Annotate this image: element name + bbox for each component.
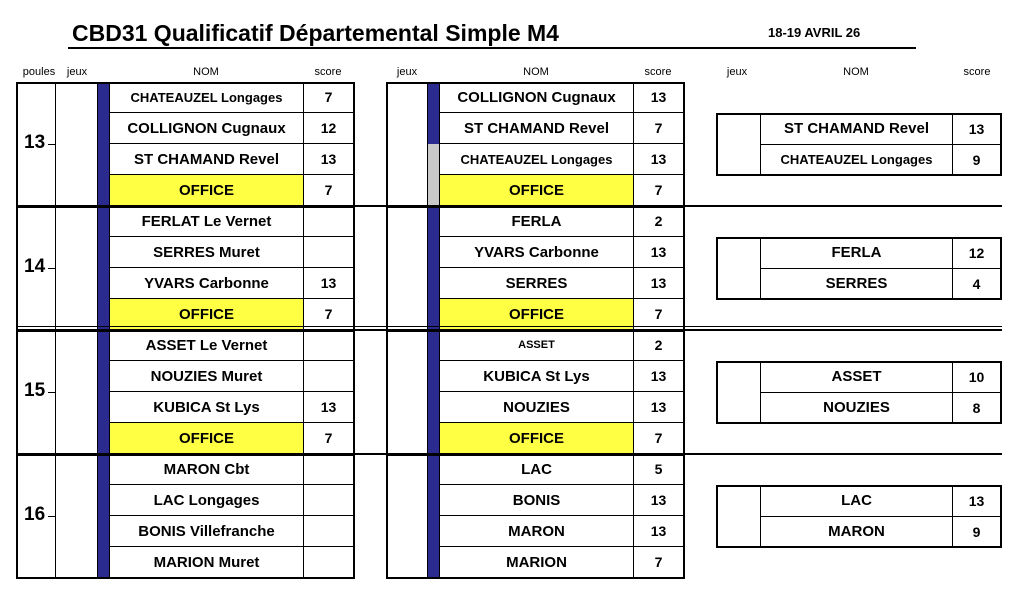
player-score [303, 547, 355, 578]
seed-bar [428, 175, 439, 206]
poule-tick [48, 144, 56, 145]
player-name: NOUZIES [439, 392, 633, 423]
seed-bar [98, 423, 109, 454]
player-name: MARION [439, 547, 633, 578]
jeux-cell [56, 82, 98, 206]
player-name: LAC Longages [109, 485, 303, 516]
player-name: FERLA [439, 206, 633, 237]
seed-bar [98, 330, 109, 361]
final-player-score: 10 [968, 368, 985, 385]
seed-bar [428, 547, 439, 578]
player-score: 13 [633, 268, 685, 299]
seed-bar [428, 330, 439, 361]
final-player-name: MARON [828, 523, 885, 540]
seed-bar [428, 237, 439, 268]
header-nom-1: NOM [193, 66, 219, 78]
poule-tick [48, 392, 56, 393]
seed-bar [98, 144, 109, 175]
seed-bar [98, 175, 109, 206]
header-nom-2: NOM [523, 66, 549, 78]
group-border [386, 82, 685, 84]
player-score: 13 [633, 144, 685, 175]
player-score: 2 [633, 330, 685, 361]
jeux-cell [386, 206, 428, 330]
player-score: 12 [303, 113, 355, 144]
player-name: FERLAT Le Vernet [109, 206, 303, 237]
seed-bar [428, 361, 439, 392]
player-score: 13 [633, 485, 685, 516]
player-score [303, 516, 355, 547]
player-score: 7 [633, 299, 685, 330]
group-divider [16, 326, 1002, 327]
header-nom-3: NOM [843, 66, 869, 78]
jeux-cell [386, 330, 428, 454]
seed-bar [428, 485, 439, 516]
player-score: 7 [303, 299, 355, 330]
player-name: MARION Muret [109, 547, 303, 578]
player-score: 13 [303, 392, 355, 423]
player-score: 7 [633, 423, 685, 454]
player-name: OFFICE [109, 423, 303, 454]
header-score-3: score [963, 66, 991, 78]
seed-bar [428, 454, 439, 485]
group-divider [16, 453, 1002, 455]
seed-bar [428, 423, 439, 454]
seed-bar [428, 516, 439, 547]
player-score: 7 [303, 423, 355, 454]
seed-bar [98, 454, 109, 485]
final-player-name: ASSET [831, 368, 882, 385]
player-score: 7 [303, 82, 355, 113]
final-player-score: 12 [968, 244, 985, 261]
final-player-score: 13 [968, 492, 985, 509]
final-player-name: SERRES [825, 275, 888, 292]
seed-bar [428, 268, 439, 299]
player-name: ASSET Le Vernet [109, 330, 303, 361]
header-score-2: score [644, 66, 672, 78]
header-jeux-2: jeux [396, 66, 418, 78]
player-score [303, 330, 355, 361]
title-underline [68, 47, 916, 49]
seed-bar [98, 516, 109, 547]
final-player-name: NOUZIES [823, 399, 890, 416]
final-player-name: CHATEAUZEL Longages [780, 152, 933, 167]
header-jeux-3: jeux [726, 66, 748, 78]
player-score: 7 [633, 113, 685, 144]
player-score: 2 [633, 206, 685, 237]
poule-tick [48, 268, 56, 269]
header-score-1: score [314, 66, 342, 78]
player-name: KUBICA St Lys [439, 361, 633, 392]
seed-bar [428, 206, 439, 237]
poule-number: 14 [24, 256, 46, 277]
grid-bottom-border [386, 577, 685, 579]
player-score: 7 [633, 175, 685, 206]
page-title: CBD31 Qualificatif Départemental Simple M4 [72, 20, 559, 46]
event-date: 18-19 AVRIL 26 [768, 25, 861, 40]
player-score [303, 237, 355, 268]
player-score [303, 206, 355, 237]
player-name: NOUZIES Muret [109, 361, 303, 392]
final-player-score: 8 [972, 399, 981, 416]
player-name: YVARS Carbonne [439, 237, 633, 268]
player-score [303, 485, 355, 516]
player-score: 13 [633, 516, 685, 547]
jeux-cell [56, 206, 98, 330]
seed-bar [428, 144, 439, 175]
player-name: OFFICE [439, 175, 633, 206]
seed-bar [98, 82, 109, 113]
seed-bar [98, 113, 109, 144]
player-name: MARON [439, 516, 633, 547]
seed-bar [98, 361, 109, 392]
final-player-score: 13 [968, 120, 985, 137]
final-player-score: 4 [972, 275, 981, 292]
seed-bar [98, 392, 109, 423]
player-name: OFFICE [439, 299, 633, 330]
player-name: OFFICE [109, 175, 303, 206]
group-divider [16, 329, 1002, 331]
player-name: YVARS Carbonne [109, 268, 303, 299]
jeux-cell [56, 330, 98, 454]
player-name: SERRES Muret [109, 237, 303, 268]
player-score: 13 [633, 361, 685, 392]
player-name: BONIS Villefranche [109, 516, 303, 547]
final-player-name: FERLA [831, 244, 882, 261]
final-player-name: LAC [841, 492, 872, 509]
seed-bar [428, 392, 439, 423]
seed-bar [98, 268, 109, 299]
header-jeux-1: jeux [66, 66, 88, 78]
player-name: MARON Cbt [109, 454, 303, 485]
player-name: OFFICE [109, 299, 303, 330]
seed-bar [98, 206, 109, 237]
player-name: ST CHAMAND Revel [439, 113, 633, 144]
player-score: 13 [633, 392, 685, 423]
jeux-cell [386, 82, 428, 206]
final-player-score: 9 [972, 151, 981, 168]
player-score: 13 [303, 268, 355, 299]
player-name: ASSET [439, 330, 633, 361]
group-divider [16, 205, 1002, 207]
player-name: COLLIGNON Cugnaux [109, 113, 303, 144]
seed-bar [98, 485, 109, 516]
seed-bar [98, 237, 109, 268]
player-name: ST CHAMAND Revel [109, 144, 303, 175]
seed-bar [428, 82, 439, 113]
jeux-cell [386, 454, 428, 578]
player-score: 7 [633, 547, 685, 578]
group-border [16, 82, 355, 84]
poule-number: 16 [24, 504, 46, 525]
seed-bar [428, 113, 439, 144]
final-player-name: ST CHAMAND Revel [783, 120, 930, 137]
header-poules: poules [22, 66, 56, 78]
player-name: LAC [439, 454, 633, 485]
player-name: SERRES [439, 268, 633, 299]
player-name: COLLIGNON Cugnaux [439, 82, 633, 113]
player-name: CHATEAUZEL Longages [109, 82, 303, 113]
player-score: 7 [303, 175, 355, 206]
player-score: 5 [633, 454, 685, 485]
final-player-score: 9 [972, 523, 981, 540]
player-score: 13 [633, 82, 685, 113]
grid-bottom-border [16, 577, 355, 579]
poule-number: 13 [24, 132, 46, 153]
poule-number: 15 [24, 380, 46, 401]
player-name: CHATEAUZEL Longages [439, 144, 633, 175]
player-score: 13 [633, 237, 685, 268]
player-score: 13 [303, 144, 355, 175]
player-name: BONIS [439, 485, 633, 516]
player-name: OFFICE [439, 423, 633, 454]
poule-tick [48, 516, 56, 517]
jeux-cell [56, 454, 98, 578]
seed-bar [98, 547, 109, 578]
player-score [303, 361, 355, 392]
player-name: KUBICA St Lys [109, 392, 303, 423]
player-score [303, 454, 355, 485]
